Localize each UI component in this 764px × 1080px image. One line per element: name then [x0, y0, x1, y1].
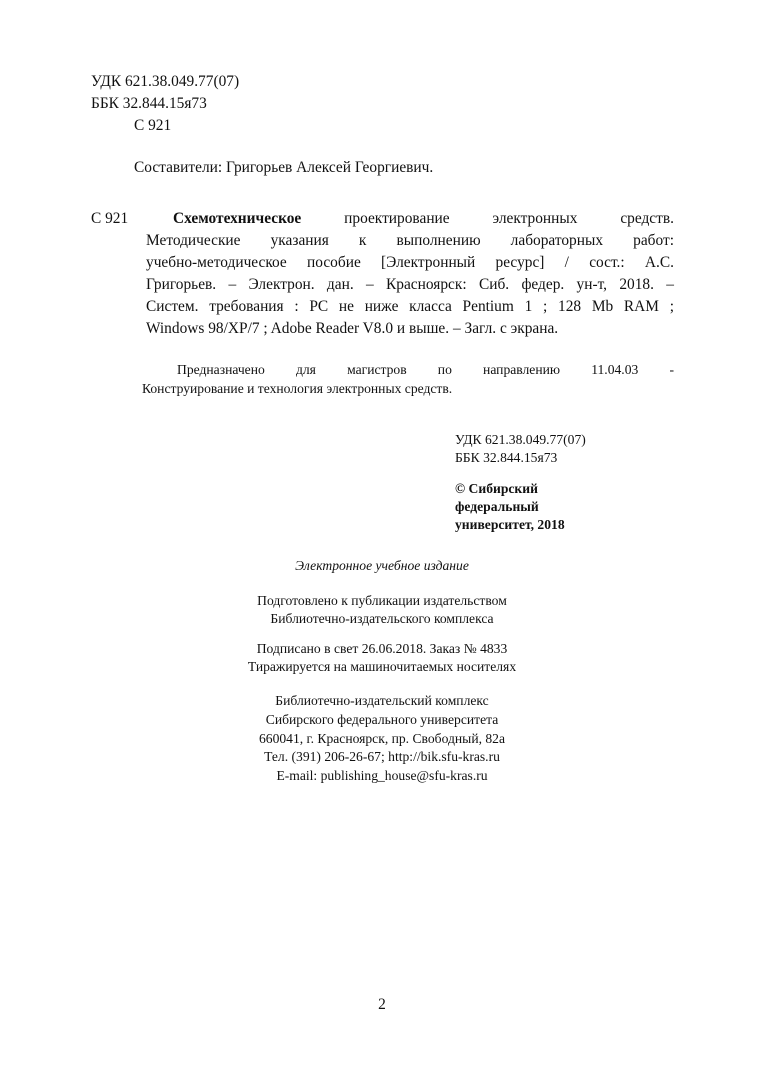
description-line-6: Windows 98/XP/7 ; Adobe Reader V8.0 и выше. – Загл. с экрана.: [146, 320, 559, 337]
bbk-code: ББК 32.844.15я73: [91, 95, 207, 112]
prepared-line-1: Подготовлено к публикации издательством: [257, 593, 507, 608]
purpose-line-1: Предназначено для магистров по направлению 11.04.03 -: [177, 362, 674, 377]
description-title-rest: проектирование электронных средств.: [344, 210, 674, 227]
edition-type: Электронное учебное издание: [295, 558, 469, 573]
right-udk-code: УДК 621.38.049.77(07): [455, 432, 586, 447]
page-number: 2: [378, 996, 386, 1013]
publisher-phone-web: Тел. (391) 206-26-67; http://bik.sfu-kras.ru: [264, 749, 500, 764]
prepared-line-2: Библиотечно-издательского комплекса: [270, 611, 494, 626]
description-line-1: [173, 209, 674, 229]
replicated-line: Тиражируется на машиночитаемых носителях: [247, 659, 517, 674]
description-prefix: С 921: [91, 210, 129, 227]
author-mark: С 921: [134, 117, 172, 134]
description-line-2: Методические указания к выполнению лабораторных работ:: [146, 232, 674, 249]
copyright-line-1: © Сибирский: [455, 481, 538, 496]
publisher-line-2: Сибирского федерального университета: [265, 712, 499, 727]
compilers-line: Составители: Григорьев Алексей Георгиевич.: [134, 159, 434, 176]
copyright-line-3: университет, 2018: [455, 517, 565, 532]
publisher-address: 660041, г. Красноярск, пр. Свободный, 82а: [258, 731, 506, 746]
purpose-line-2: Конструирование и технология электронных средств.: [142, 381, 453, 396]
copyright-line-2: федеральный: [455, 499, 539, 514]
signed-line: Подписано в свет 26.06.2018. Заказ № 4833: [256, 641, 508, 656]
description-line-5: Систем. требования : PC не ниже класса Pentium 1 ; 128 Mb RAM ;: [146, 298, 674, 315]
udk-code: УДК 621.38.049.77(07): [91, 73, 240, 90]
right-bbk-code: ББК 32.844.15я73: [455, 450, 558, 465]
description-line-3: учебно-методическое пособие [Электронный ресурс] / сост.: А.С.: [146, 254, 674, 271]
publisher-email: E-mail: publishing_house@sfu-kras.ru: [276, 768, 488, 783]
description-title: Схемотехническое: [173, 210, 302, 227]
publisher-line-1: Библиотечно-издательский комплекс: [275, 693, 489, 708]
description-line-4: Григорьев. – Электрон. дан. – Красноярск: Сиб. федер. ун-т, 2018. –: [146, 276, 674, 293]
